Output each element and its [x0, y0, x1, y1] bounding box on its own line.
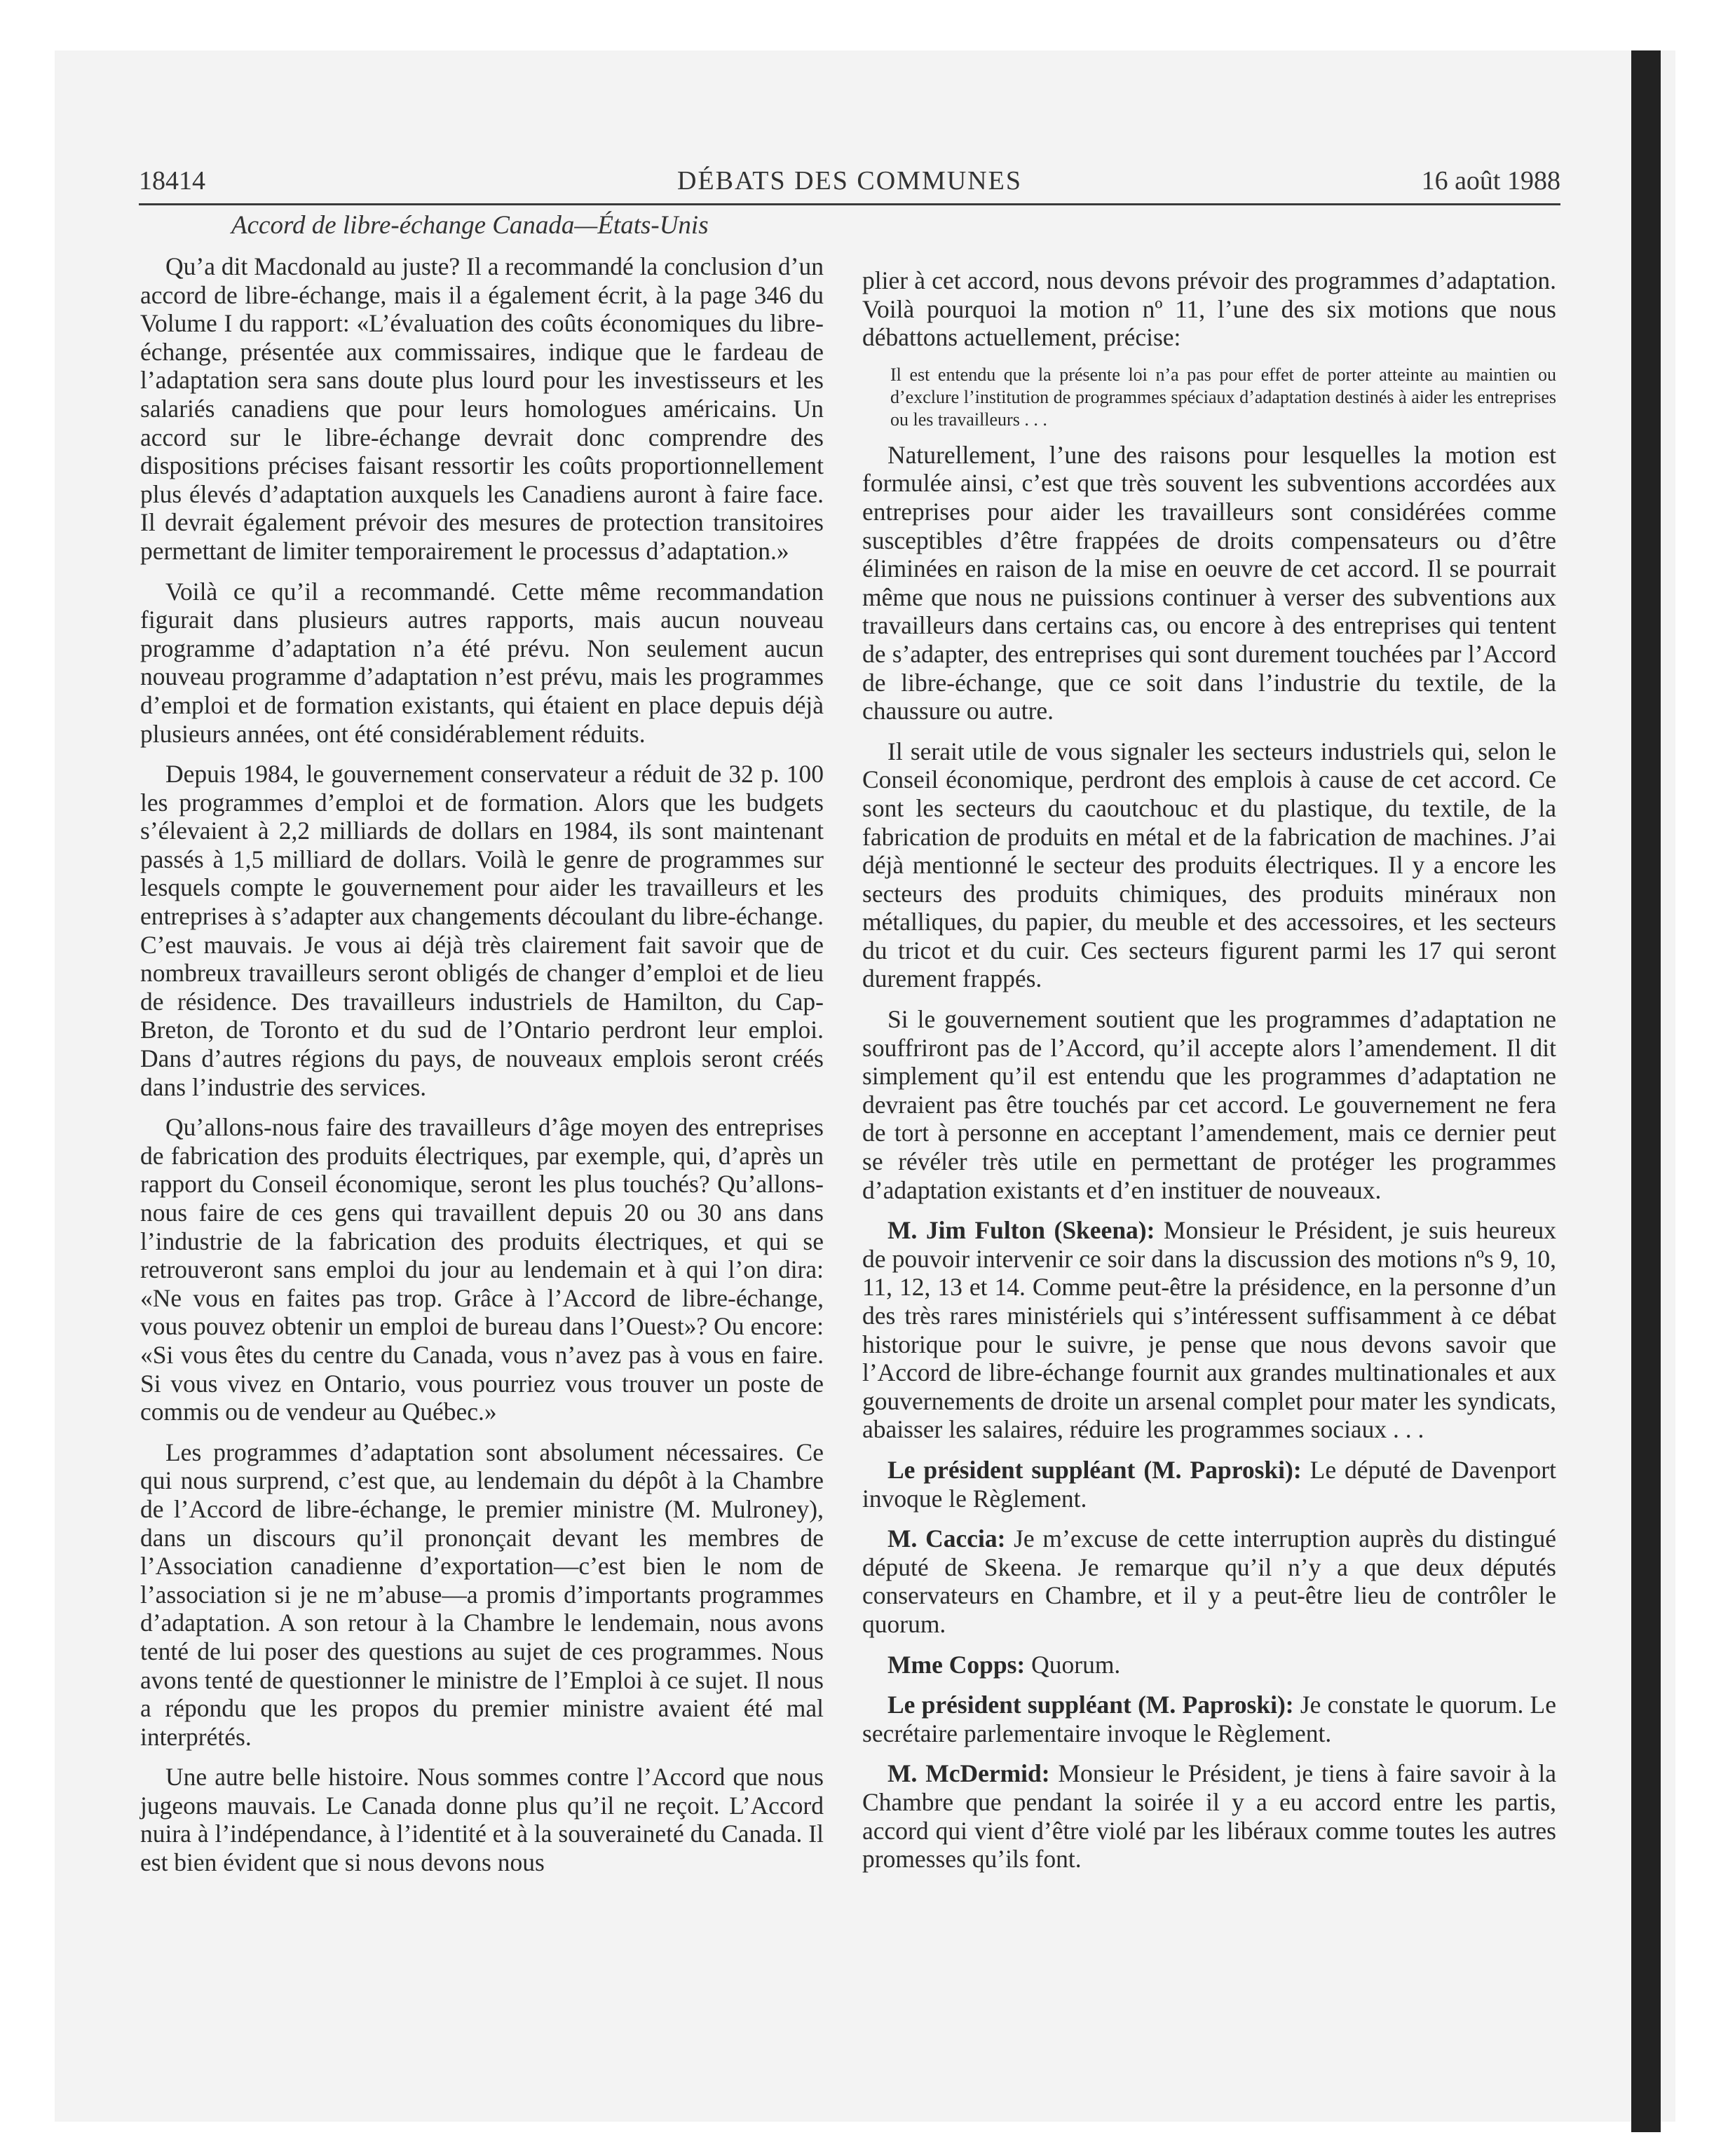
speaker-name: Mme Copps: — [887, 1650, 1026, 1679]
speech — [862, 1759, 1556, 1873]
speaker-name: M. Caccia: — [887, 1524, 1006, 1553]
binding-edge — [1631, 50, 1661, 2132]
right-column — [862, 266, 1556, 1885]
header-rule — [139, 203, 1560, 205]
speech-text: Monsieur le Président, je suis heureux de pouvoir intervenir ce soir dans la discussion des motions nºs 9, 10, 11, 12, 13 et 14. Comme peut-être la présidence, en la personne d’un des très rares ministériels qui s’intéressent suffisamment à ce débat historique pour le suivre, je pense que nous devons savoir que l’Accord de libre-échange fournit aux grandes multinationales et aux gouvernements de droite un arsenal complet pour mater les syndicats, abaisser les salaires, réduire les programmes sociaux . . . — [862, 1216, 1556, 1444]
page-header — [139, 165, 1560, 207]
page-number: 18414 — [139, 166, 205, 196]
speaker-name: M. Jim Fulton (Skeena): — [887, 1216, 1155, 1245]
speech — [862, 1691, 1556, 1747]
paragraph: Qu’a dit Macdonald au juste? Il a recommandé la conclusion d’un accord de libre-échange, mais il a également écrit, à la page 346 du Volume I du rapport: «L’évaluation des coûts économiques du libre-échange, présentée aux commissaires, indique que le fardeau de l’adaptation sera sans doute plus lourd pour les investisseurs et les salariés canadiens que pour leurs homologues américains. Un accord sur le libre-échange devrait donc comprendre des dispositions précises faisant ressortir les coûts proportionnellement plus élevés d’adaptation auxquels les Canadiens auront à faire face. Il devrait également prévoir des mesures de protection transitoires permettant de limiter temporairement le processus d’adaptation.» — [140, 252, 824, 565]
speech — [862, 1524, 1556, 1638]
paragraph: Les programmes d’adaptation sont absolument nécessaires. Ce qui nous surprend, c’est que, au lendemain du dépôt à la Chambre de l’Accord de libre-échange, le premier ministre (M. Mulroney), dans un discours qu’il prononçait devant les membres de l’Association canadienne d’exportation—c’est bien le nom de l’association si je ne m’abuse—a promis d’importants programmes d’adaptation. A son retour à la Chambre le lendemain, nous avons tenté de lui poser des questions au sujet de ces programmes. Nous avons tenté de questionner le ministre de l’Emploi à ce sujet. Il nous a répondu que les propos du premier ministre avaient été mal interprétés. — [140, 1438, 824, 1751]
speech — [862, 1651, 1556, 1679]
paragraph: Une autre belle histoire. Nous sommes contre l’Accord que nous jugeons mauvais. Le Canada donne plus qu’il ne reçoit. L’Accord nuira à l’indépendance, à l’identité et à la souveraineté du Canada. Il est bien évident que si nous devons nous — [140, 1763, 824, 1877]
speech — [862, 1456, 1556, 1513]
speech — [862, 1216, 1556, 1444]
paragraph: Qu’allons-nous faire des travailleurs d’âge moyen des entreprises de fabrication des produits électriques, par exemple, qui, d’après un rapport du Conseil économique, seront les plus touchés? Qu’allons-nous faire de ces gens qui travaillent depuis 20 ou 30 ans dans l’industrie de la fabrication des produits électriques, et qui se retrouveront sans emploi du jour au lendemain et à qui l’on dira: «Ne vous en faites pas trop. Grâce à l’Accord de libre-échange, vous pouvez obtenir un emploi de bureau dans l’Ouest»? Ou encore: «Si vous êtes du centre du Canada, vous n’avez pas à vous en faire. Si vous vivez en Ontario, vous pourriez vous trouver un poste de commis ou de vendeur au Québec.» — [140, 1113, 824, 1426]
paragraph: Naturellement, l’une des raisons pour lesquelles la motion est formulée ainsi, c’est que très souvent les subventions accordées aux entreprises pour aider les travailleurs sont considérées comme susceptibles d’être frappées de droits compensateurs ou d’être éliminées en raison de la mise en oeuvre de cet accord. Il se pourrait même que nous ne puissions continuer à verser des subventions aux travailleurs dans certains cas, ou encore à des entreprises qui tentent de s’adapter, des entreprises qui sont durement touchées par l’Accord de libre-échange, que ce soit dans l’industrie du textile, de la chaussure ou autre. — [862, 440, 1556, 725]
paragraph: Si le gouvernement soutient que les programmes d’adaptation ne souffriront pas de l’Accord, qu’il accepte alors l’amendement. Il dit simplement qu’il est entendu que les programmes d’adaptation ne devraient pas être touchés par cet accord. Le gouvernement ne fera de tort à personne en acceptant l’amendement, mais ce dernier peut se révéler très utile en permettant de protéger les programmes d’adaptation existants et d’en instituer de nouveaux. — [862, 1005, 1556, 1204]
paragraph: Voilà ce qu’il a recommandé. Cette même recommandation figurait dans plusieurs autres rapports, mais aucun nouveau programme d’adaptation n’a été prévu. Non seulement aucun nouveau programme d’adaptation n’est prévu, mais les programmes d’emploi et de formation existants, qui étaient en place depuis déjà plusieurs années, ont été considérablement réduits. — [140, 577, 824, 748]
motion-quote: Il est entendu que la présente loi n’a pas pour effet de porter atteinte au maintien ou d’exclure l’institution de programmes spéciaux d’adaptation destinés à aider les entreprises ou les travailleurs . . . — [890, 364, 1556, 430]
publication-title: DÉBATS DES COMMUNES — [677, 166, 1022, 196]
speaker-name: M. McDermid: — [887, 1759, 1050, 1788]
left-column — [140, 252, 824, 1889]
speech-text: Quorum. — [1025, 1650, 1121, 1679]
paragraph: Il serait utile de vous signaler les secteurs industriels qui, selon le Conseil économique, perdront des emplois à cause de cet accord. Ce sont les secteurs du caoutchouc et du plastique, du textile, de la fabrication de produits en métal et de la fabrication de machines. J’ai déjà mentionné le secteur des produits électriques. Il y a encore les secteurs des produits chimiques, des produits minéraux non métalliques, du papier, du meuble et des accessoires, et les secteurs du tricot et du cuir. Ces secteurs figurent parmi les 17 qui seront durement frappés. — [862, 737, 1556, 993]
speaker-name: Le président suppléant (M. Paproski): — [887, 1691, 1294, 1719]
speech-text: Monsieur le Président, je tiens à faire savoir à la Chambre que pendant la soirée il y a eu accord entre les partis, accord qui vient d’être violé par les libéraux comme toutes les autres promesses qu’ils font. — [862, 1759, 1556, 1874]
speech-text: Je m’excuse de cette interruption auprès du distingué député de Skeena. Je remarque qu’il n’y a que deux députés conservateurs en Chambre, et il y a peut-être lieu de contrôler le quorum. — [862, 1524, 1556, 1638]
speaker-name: Le président suppléant (M. Paproski): — [887, 1455, 1302, 1484]
speech-text: Le député de Davenport invoque le Règlement. — [862, 1455, 1556, 1513]
speech-text: Je constate le quorum. Le secrétaire parlementaire invoque le Règlement. — [862, 1691, 1556, 1747]
paragraph: Depuis 1984, le gouvernement conservateur a réduit de 32 p. 100 les programmes d’emploi et de formation. Alors que les budgets s’élevaient à 2,2 milliards de dollars en 1984, ils sont maintenant passés à 1,5 milliard de dollars. Voilà le genre de programmes sur lesquels compte le gouvernement pour aider les travailleurs et les entreprises à s’adapter aux changements découlant du libre-échange. C’est mauvais. Je vous ai déjà très clairement fait savoir que de nombreux travailleurs seront obligés de changer d’emploi et de lieu de résidence. Des travailleurs industriels de Hamilton, du Cap-Breton, de Toronto et du sud de l’Ontario perdront leur emploi. Dans d’autres régions du pays, de nouveaux emplois seront créés dans l’industrie des services. — [140, 760, 824, 1101]
paragraph-continuation: plier à cet accord, nous devons prévoir des programmes d’adaptation. Voilà pourquoi la motion nº 11, l’une des six motions que nous débattons actuellement, précise: — [862, 266, 1556, 352]
debate-subject: Accord de libre-échange Canada—États-Unis — [231, 211, 709, 240]
page-date: 16 août 1988 — [1421, 166, 1560, 196]
